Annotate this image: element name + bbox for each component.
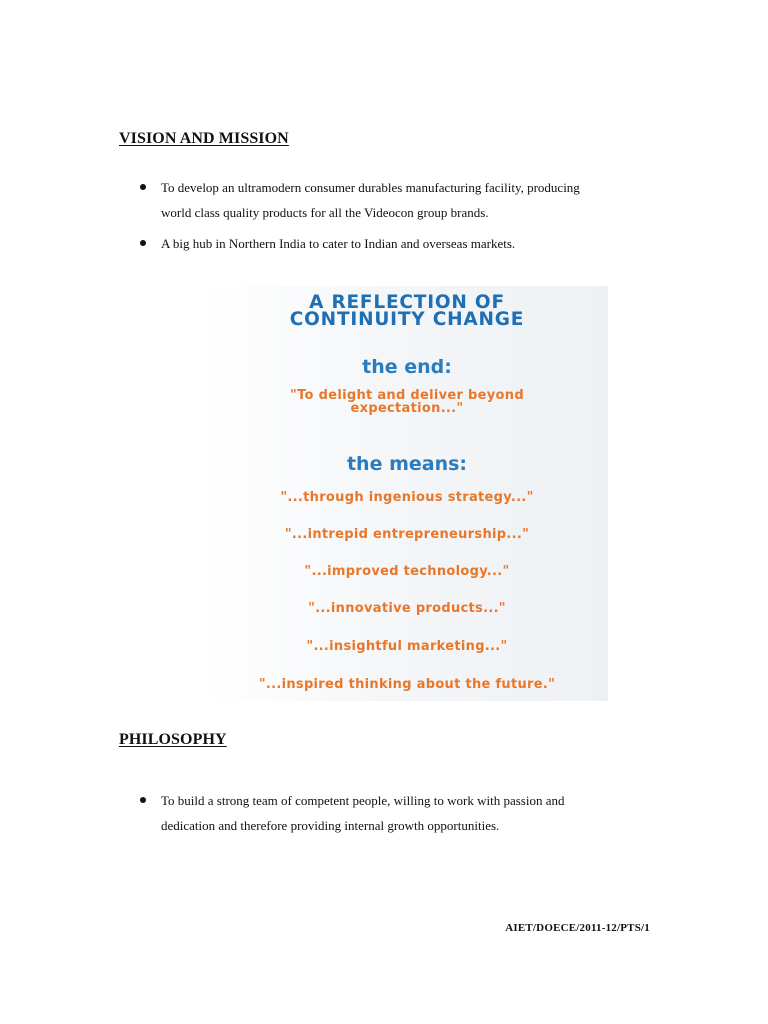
list-item: [119, 175, 659, 225]
poster-end-quote-line-1: "To delight and deliver beyond: [290, 388, 524, 403]
poster-means-item-2: "...intrepid entrepreneurship...": [284, 527, 530, 542]
vision-bullet-list: [119, 175, 659, 256]
philosophy-bullet-list: [119, 788, 659, 838]
continuity-change-poster: [206, 286, 608, 701]
vision-bullet-1-line-2: world class quality products for all the Videocon group brands.: [161, 205, 489, 220]
list-item: [119, 231, 659, 256]
poster-means-item-5: "...insightful marketing...": [306, 639, 508, 654]
philosophy-heading: PHILOSOPHY: [119, 731, 227, 748]
vision-bullet-2-line-1: A big hub in Northern India to cater to Indian and overseas markets.: [161, 236, 516, 251]
philosophy-bullet-1-line-2: dedication and therefore providing internal growth opportunities.: [161, 818, 500, 833]
vision-mission-heading: VISION AND MISSION: [119, 130, 289, 147]
poster-title-line-2: CONTINUITY CHANGE: [289, 309, 525, 330]
poster-title-line-1: A REFLECTION OF: [309, 292, 505, 313]
philosophy-bullet-1-line-1: To build a strong team of competent people, willing to work with passion and: [161, 793, 565, 808]
poster-means-item-4: "...innovative products...": [308, 601, 506, 616]
poster-end-label: the end:: [362, 356, 452, 378]
bullet-dot-icon: [140, 797, 146, 803]
bullet-dot-icon: [140, 184, 146, 190]
poster-means-item-6: "...inspired thinking about the future.": [258, 677, 556, 692]
list-item: [119, 788, 659, 838]
vision-bullet-1-line-1: To develop an ultramodern consumer durables manufacturing facility, producing: [161, 180, 580, 195]
poster-means-label: the means:: [346, 453, 468, 475]
poster-end-quote-line-2: expectation...": [350, 401, 464, 416]
poster-means-item-1: "...through ingenious strategy...": [280, 490, 534, 505]
page-footer-code: AIET/DOECE/2011-12/PTS/1: [505, 922, 650, 934]
bullet-dot-icon: [140, 240, 146, 246]
poster-means-item-3: "...improved technology...": [304, 564, 510, 579]
